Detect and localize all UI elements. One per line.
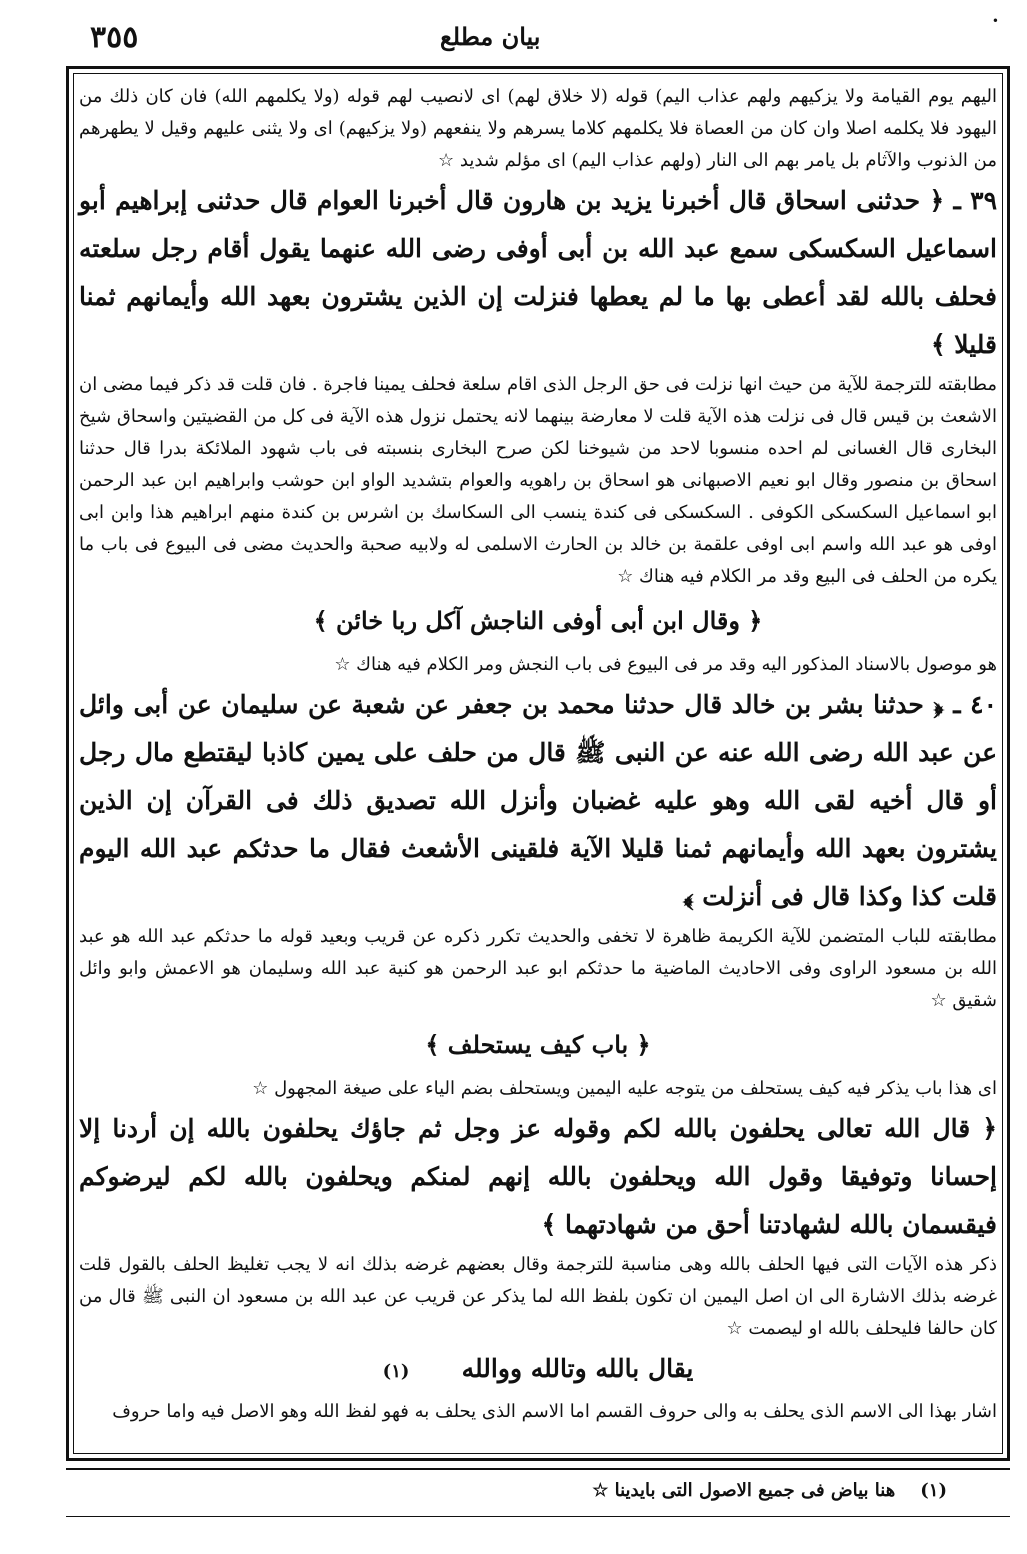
footnote: [80, 1476, 947, 1506]
text-frame: [66, 66, 1010, 1461]
quran-verses: ﴿ قال الله تعالى يحلفون بالله لكم وقوله عز وجل ثم جاؤك يحلفون بالله إن أردنا إلا إحسانا وتوفيقا وقول الله ويحلفون بالله إنهم لمنكم ويحلفون بالله لكم ليرضوكم فيقسمان بالله لشهادتنا أحق من شهادتهما ﴾: [79, 1114, 997, 1239]
main-text: [79, 81, 997, 1448]
verse-line: [79, 1345, 997, 1396]
page-number: ٣٥٥: [90, 20, 139, 55]
hadith-39: ٣٩ ـ ﴿ حدثنى اسحاق قال أخبرنا يزيد بن هارون قال أخبرنا العوام قال حدثنى إبراهيم أبو اسماعيل السكسكى سمع عبد الله بن أبى أوفى رضى الله عنهما يقول أقام رجل سلعته فحلف بالله لقد أعطى بها ما لم يعطها فنزلت إن الذين يشترون بعهد الله وأيمانهم ثمنا قليلا ﴾: [79, 186, 997, 359]
commentary-paragraph: هو موصول بالاسناد المذكور اليه وقد مر فى البيوع فى باب النجش ومر الكلام فيه هناك ☆: [334, 654, 997, 675]
commentary-paragraph: اشار بهذا الى الاسم الذى يحلف به والى حروف القسم اما الاسم الذى يحلف به فهو لفظ الله وهو الاصل فيه واما حروف: [112, 1401, 997, 1422]
footnote-divider: [66, 1468, 1010, 1470]
verse-text: يقال بالله وتالله ووالله: [461, 1354, 694, 1383]
commentary-paragraph: ذكر هذه الآيات التى فيها الحلف بالله وهى مناسبة للترجمة وقال بعضهم غرضه بذلك انه لا يجب تغليظ الحلف بالقول قلت غرضه بذلك الاشارة الى ان اصل اليمين ان تكون بلفظ الله لما يذكر عن قريب عن عبد الله بن مسعود ان النبى ﷺ قال من كان حالفا فليحلف بالله او ليصمت ☆: [79, 1254, 997, 1339]
commentary-paragraph: مطابقته للترجمة للآية من حيث انها نزلت فى حق الرجل الذى اقام سلعة فحلف يمينا فاجرة . فان قلت قد ذكر فيما مضى ان الاشعث بن قيس قال فى نزلت هذه الآية قلت لا معارضة بينهما لانه يحتمل نزول هذه الآية فى كل من القضيتين واسحاق شيخ البخارى قال الغسانى لم احده منسوبا لاحد من شيوخنا لكن صرح البخارى بنسبته فى باب شهود الملائكة بدرا قال حدثنا اسحاق بن منصور وقال ابو نعيم الاصبهانى هو اسحاق بن راهويه والعوام بتشديد الواو ابن حوشب وابراهيم ابن عبد الرحمن ابو اسماعيل السكسكى الكوفى . السكسكى فى كندة ينسب الى السكاسك بن اشرس بن كندة منهم ابراهيم هذا وابن ابى اوفى هو عبد الله واسم ابى اوفى علقمة بن خالد بن الحارث الاسلمى له ولابيه صحبة والحديث مضى فى البيوع فى باب ما يكره من الحلف فى البيع وقد مر الكلام فيه هناك ☆: [79, 374, 997, 587]
footnote-marker: (١): [920, 1480, 947, 1501]
corner-mark: •: [991, 14, 999, 28]
footnote-text: هنا بياض فى جميع الاصول التى بايدينا ☆: [592, 1480, 896, 1501]
chapter-heading: ﴿ باب كيف يستحلف ﴾: [425, 1030, 651, 1059]
footnote-reference: (١): [382, 1361, 410, 1382]
commentary-paragraph: اى هذا باب يذكر فيه كيف يستحلف من يتوجه عليه اليمين ويستحلف بضم الياء على صيغة المجهول ☆: [252, 1078, 997, 1099]
quote-heading: ﴿ وقال ابن أبى أوفى الناجش آكل ربا خائن ﴾: [313, 606, 763, 635]
bottom-divider: [66, 1516, 1010, 1517]
hadith-40: ٤٠ ـ ﴿ حدثنا بشر بن خالد قال حدثنا محمد بن جعفر عن شعبة عن سليمان عن أبى وائل عن عبد الله رضى الله عنه عن النبى ﷺ قال من حلف على يمين كاذبا ليقتطع مال رجل أو قال أخيه لقى الله وهو عليه غضبان وأنزل الله تصديق ذلك فى القرآن إن الذين يشترون بعهد الله وأيمانهم ثمنا قليلا الآية فلقينى الأشعث فقال ما حدثكم عبد الله اليوم قلت كذا وكذا قال فى أنزلت ﴾: [79, 690, 997, 911]
commentary-paragraph: مطابقته للباب المتضمن للآية الكريمة ظاهرة لا تخفى والحديث تكرر ذكره عن قريب وبعيد قوله ما حدثكم عبد الله هو عبد الله بن مسعود الراوى وفى الاحاديث الماضية ما حدثكم ابو عبد الرحمن هو كنية عبد الله وسليمان هو الاعمش وابو وائل شقيق ☆: [79, 926, 997, 1011]
commentary-paragraph: اليهم يوم القيامة ولا يزكيهم ولهم عذاب اليم) قوله (لا خلاق لهم) اى لانصيب لهم قوله (ولا يكلمهم الله) فان كان ذلك من اليهود فلا يكلمه اصلا وان كان من العصاة فلا يكلمهم كلاما يسرهم ولا ينفعهم (ولا يزكيهم) اى ولا يثنى عليهم وقيل لا يطهرهم من الذنوب والآثام بل يامر بهم الى النار (ولهم عذاب اليم) اى مؤلم شديد ☆: [79, 86, 997, 171]
page-header: [0, 14, 1027, 58]
running-head: بيان مطلع: [440, 22, 541, 51]
